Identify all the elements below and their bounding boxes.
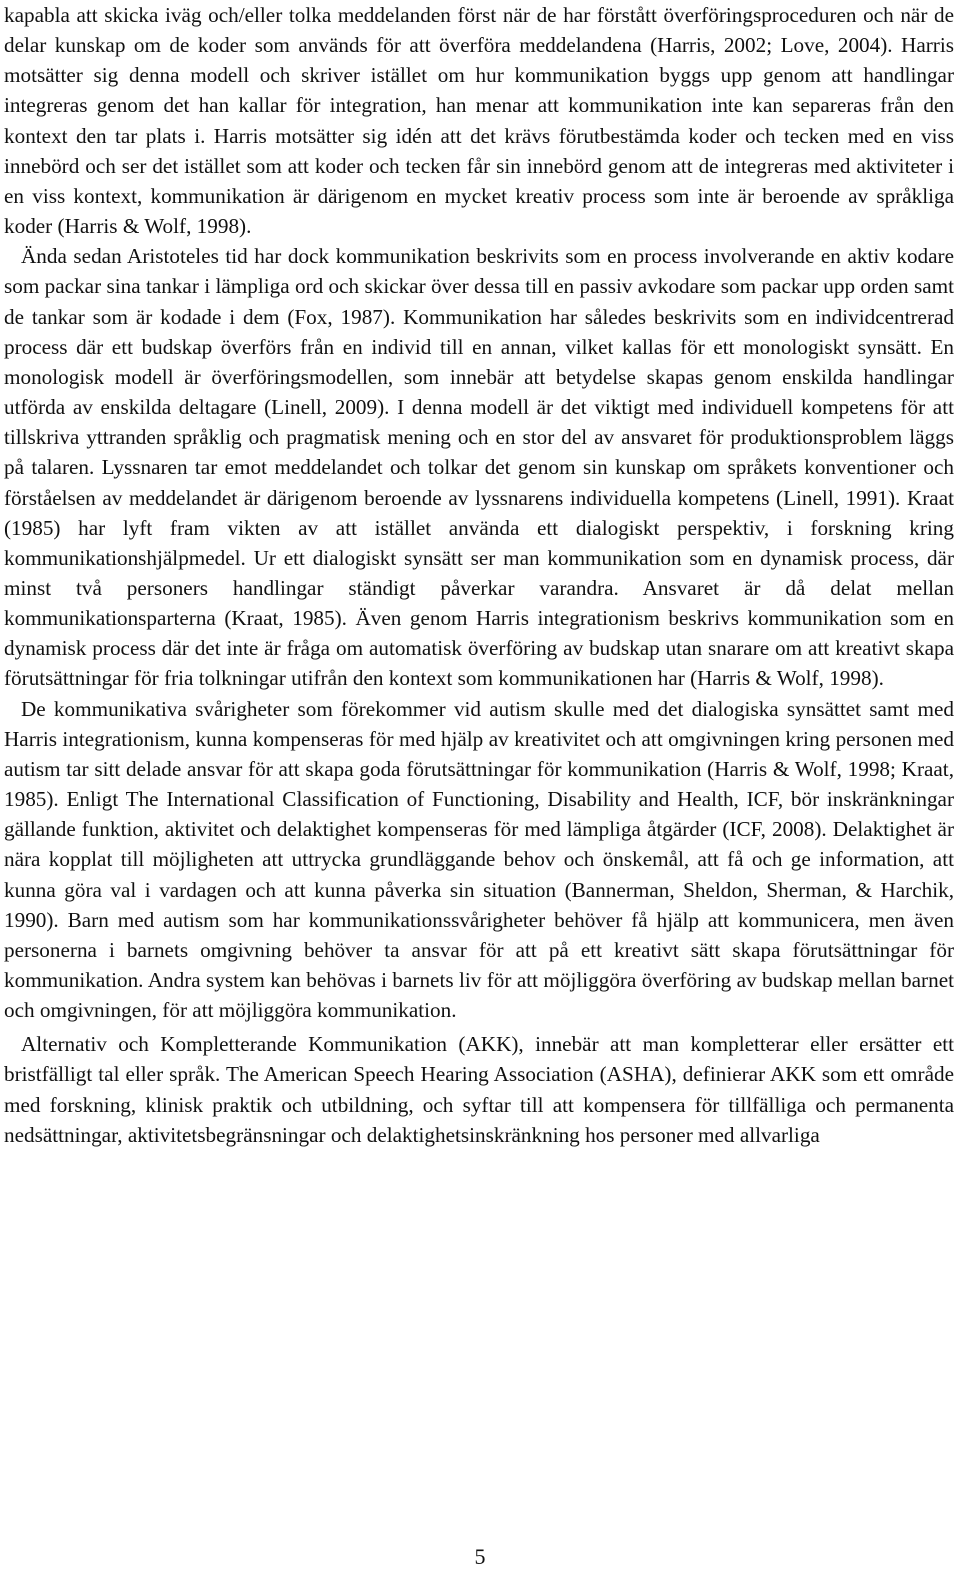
paragraph-continuation: kapabla att skicka iväg och/eller tolka meddelanden först när de har förstått överföringsproceduren och när de delar kunskap om de koder som används för att överföra meddelandena (Harris, 2002; Love, 2004). Harris motsätter sig denna modell och skriver istället om hur kommunikation byggs upp genom att handlingar integreras genom det han kallar för integration, han menar att kommunikation inte kan separeras från den kontext den tar plats i. Harris motsätter sig idén att det krävs förutbestämda koder och tecken med en viss innebörd och ser det istället som att koder och tecken får sin innebörd genom att de integreras med aktiviteter i en viss kontext, kommunikation är därigenom en mycket kreativ process som inte är beroende av språkliga koder (Harris & Wolf, 1998). xyxy=(4,3,954,239)
paragraph-aristoteles: Ända sedan Aristoteles tid har dock kommunikation beskrivits som en process involverande en aktiv kodare som packar sina tankar i lämpliga ord och skickar över dessa till en passiv avkodare som packar upp orden samt de tankar som är kodade i dem (Fox, 1987). Kommunikation har således beskrivits som en individcentrerad process där ett budskap överförs från en individ till en annan, vilket kallas för ett monologiskt synsätt. En monologisk modell är överföringsmodellen, som innebär att betydelse skapas genom enskilda handlingar utförda av enskilda deltagare (Linell, 2009). I denna modell är det viktigt med individuell kompetens för att tillskriva yttranden språklig och pragmatisk mening och en stor del av ansvaret för produktionsproblem läggs på talaren. Lyssnaren tar emot meddelandet och tolkar det genom sin kunskap om språkets konventioner och förståelsen av meddelandet är därigenom beroende av lyssnarens individuella kompetens (Linell, 1991). Kraat (1985) har lyft fram vikten av att istället använda ett dialogiskt perspektiv, i forskning kring kommunikationshjälpmedel. Ur ett dialogiskt synsätt ser man kommunikation som en dynamisk process, där minst två personers handlingar ständigt påverkar varandra. Ansvaret är då delat mellan kommunikationsparterna (Kraat, 1985). Även genom Harris integrationism beskrivs kommunikation som en dynamisk process där det inte är fråga om automatisk överföring av budskap utan snarare om att kreativt skapa förutsättningar för fria tolkningar utifrån den kontext som kommunikationen har (Harris & Wolf, 1998). xyxy=(4,244,954,691)
body-text xyxy=(4,0,954,1150)
paragraph-autism-communication: De kommunikativa svårigheter som förekommer vid autism skulle med det dialogiska synsättet samt med Harris integrationism, kunna kompenseras för med hjälp av kreativitet och att omgivningen kring personen med autism tar sitt delade ansvar för att skapa goda förutsättningar för kommunikation (Harris & Wolf, 1998; Kraat, 1985). Enligt The International Classification of Functioning, Disability and Health, ICF, bör inskränkningar gällande funktion, aktivitet och delaktighet kompenseras för med lämpliga åtgärder (ICF, 2008). Delaktighet är nära kopplat till möjligheten att uttrycka grundläggande behov och önskemål, att få och ge information, att kunna göra val i vardagen och att kunna påverka sin situation (Bannerman, Sheldon, Sherman, & Harchik, 1990). Barn med autism som har kommunikationssvårigheter behöver få hjälp att kommunicera, men även personerna i barnets omgivning behöver ta ansvar för att på ett kreativt sätt skapa förutsättningar för kommunikation. Andra system kan behövas i barnets liv för att möjliggöra överföring av budskap mellan barnet och omgivningen, för att möjliggöra kommunikation. xyxy=(4,696,954,1023)
page-number: 5 xyxy=(474,1544,486,1569)
paragraph-akk: Alternativ och Kompletterande Kommunikation (AKK), innebär att man kompletterar eller ersätter ett bristfälligt tal eller språk. The American Speech Hearing Association (ASHA), definierar AKK som ett område med forskning, klinisk praktik och utbildning, och syftar till att kompensera för tillfälliga och permanenta nedsättningar, aktivitetsbegränsningar och delaktighetsinskränkning hos personer med allvarliga xyxy=(4,1032,954,1147)
